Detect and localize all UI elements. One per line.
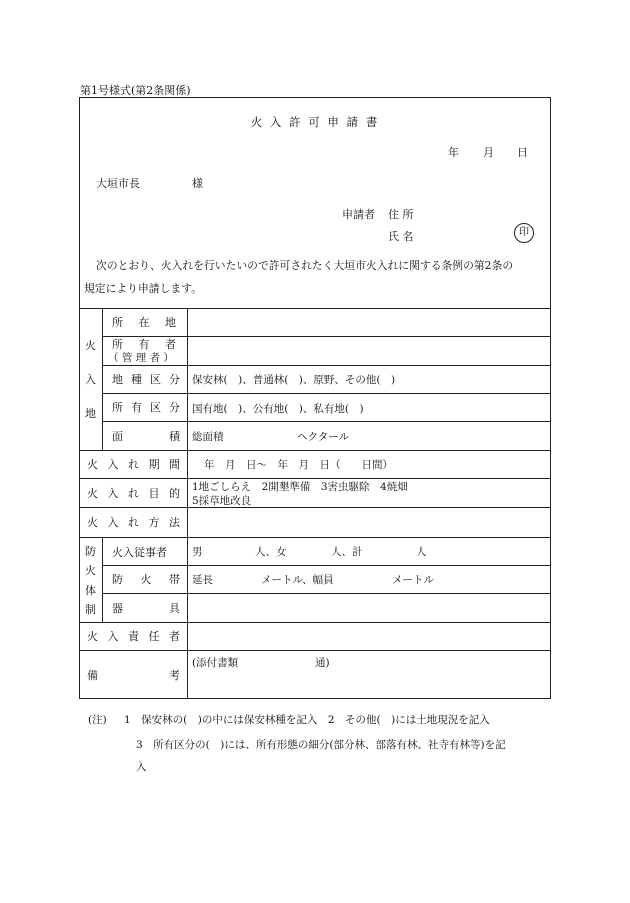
ownership-value: 国有地( )、公有地( )、私有地( ): [192, 403, 364, 415]
group-column-rule: [102, 537, 103, 622]
note-3-continued: 入: [136, 761, 147, 773]
responsible-label: 火 入 責 任 者: [87, 630, 180, 643]
purpose-value-line2: 5採草地改良: [192, 495, 252, 507]
area-unit: ヘクタール: [297, 431, 350, 443]
notes-prefix: (注): [88, 714, 107, 726]
label-column-rule: [187, 308, 188, 699]
workers-label: 火入従事者: [112, 546, 167, 559]
method-label: 火 入 れ 方 法: [87, 516, 180, 529]
addressee-honorific: 様: [192, 177, 203, 190]
land-category-label: 地 種 区 分: [112, 373, 180, 386]
purpose-value-line1: 1地ごしらえ 2開墾準備 3害虫駆除 4焼畑: [192, 481, 408, 493]
area-label: 面 積: [112, 429, 180, 443]
date-year-label: 年: [448, 146, 459, 159]
period-label: 火 入 れ 期 間: [87, 458, 180, 471]
remarks-label: 備 考: [87, 668, 180, 682]
note-1: 1 保安林の( )の中には保安林種を記入 2 その他( )には土地現況を記入: [124, 714, 490, 726]
ownership-label: 所 有 区 分: [112, 401, 180, 414]
location-label: 所 在 地: [112, 316, 176, 329]
manager-label: （ 管 理 者 ）: [108, 352, 174, 364]
firebreak-length: 延長: [192, 574, 213, 586]
land-category-value: 保安林( )、普通林( )、原野、その他( ): [192, 374, 396, 386]
equipment-label: 器 具: [112, 601, 180, 615]
land-group-label: 火 入 地: [85, 339, 96, 420]
date-day-label: 日: [517, 146, 528, 159]
firebreak-unit: メートル: [392, 574, 434, 586]
purpose-label: 火 入 れ 目 的: [87, 486, 180, 500]
workers-unit: 人: [416, 546, 427, 558]
applicant-label: 申請者: [342, 208, 375, 221]
row-rule: [79, 537, 551, 538]
attachments-unit: 通): [315, 657, 330, 669]
address-label: 住 所: [388, 208, 414, 221]
firebreak-label: 防 火 帯: [112, 573, 180, 586]
note-3: 3 所有区分の( )には、所有形態の細分(部分林、部落有林、社寺有林等)を記: [136, 739, 506, 751]
date-month-label: 月: [483, 146, 494, 159]
attachments-label: (添付書類: [192, 657, 239, 669]
name-label: 氏 名: [388, 230, 414, 243]
firebreak-width: メートル、幅員: [261, 574, 334, 586]
body-text-line1: 次のとおり、火入れを行いたいので許可されたく大垣市火入れに関する条例の第2条の: [96, 259, 514, 272]
form-number: 第1号様式(第2条関係): [80, 84, 191, 97]
form-title: 火 入 許 可 申 請 書: [250, 115, 380, 129]
fire-group-label: 防 火 体 制: [85, 544, 96, 617]
workers-total: 人、計: [331, 546, 363, 558]
workers-female: 人、女: [255, 546, 287, 558]
owner-label: 所 有 者: [112, 338, 176, 351]
seal-mark: 印: [514, 223, 534, 243]
workers-male: 男: [192, 546, 203, 558]
period-value: 年 月 日～ 年 月 日（ 日間）: [204, 459, 393, 471]
addressee-name: 大垣市長: [96, 177, 140, 190]
area-prefix: 総面積: [192, 431, 224, 443]
group-column-rule: [102, 308, 103, 450]
body-text-line2: 規定により申請します。: [84, 282, 202, 295]
